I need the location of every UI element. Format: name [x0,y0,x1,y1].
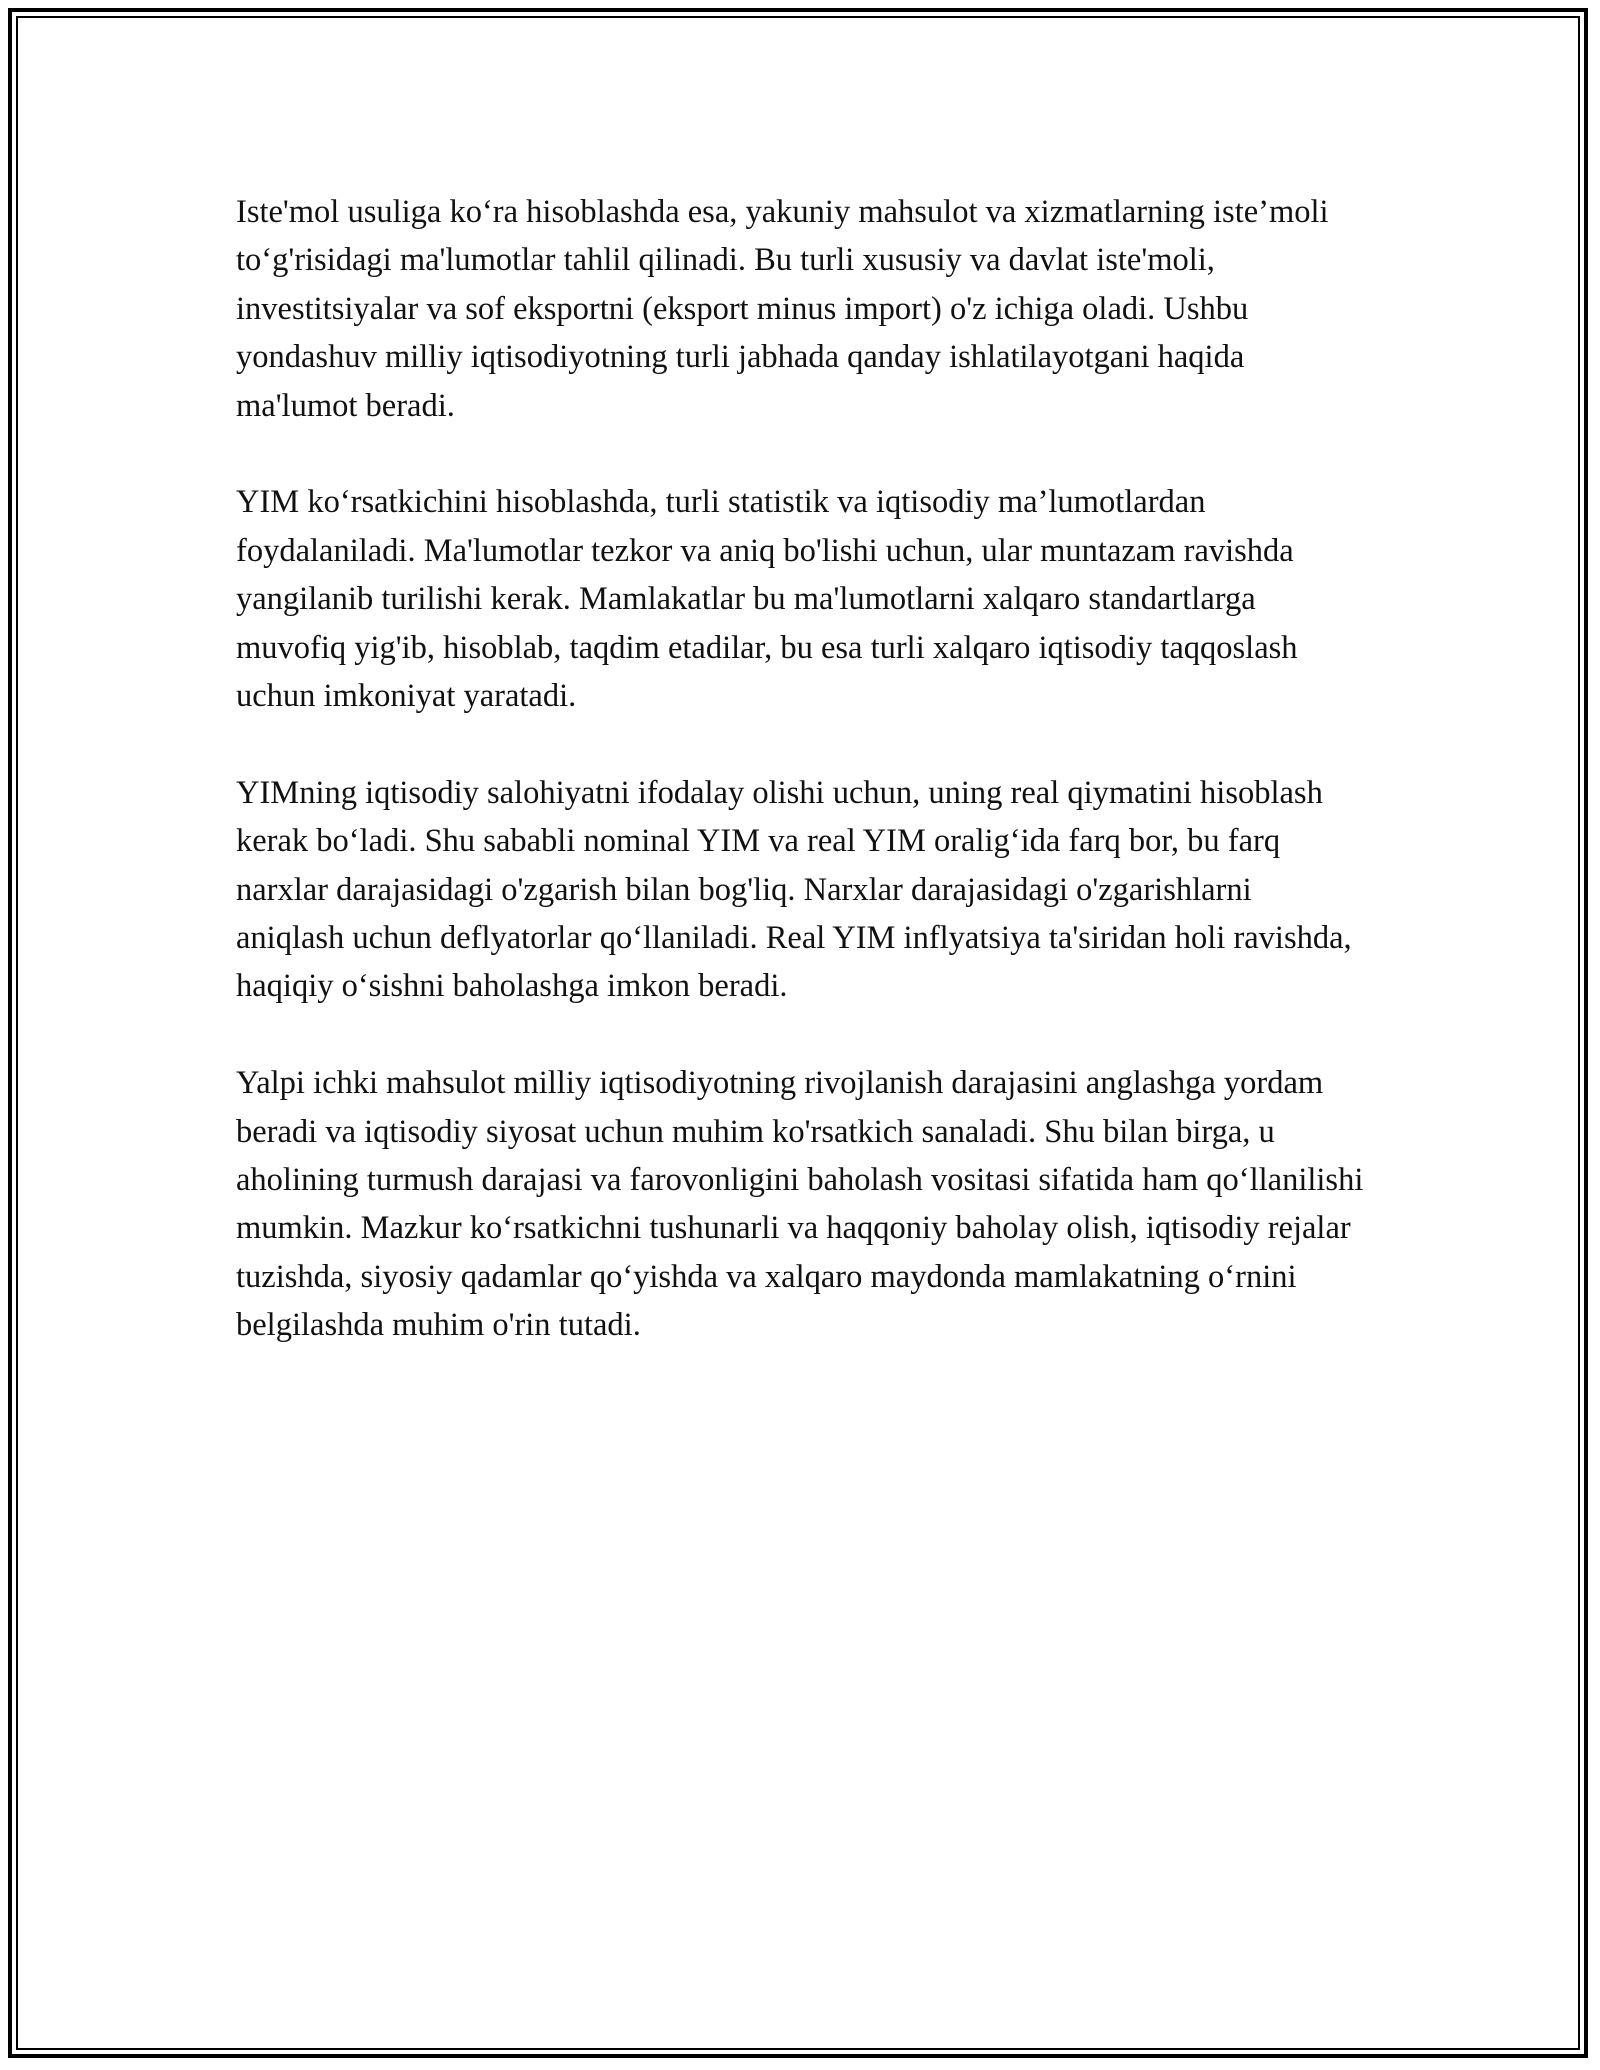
paragraph-1: Iste'mol usuliga ko‘ra hisoblashda esa, yakuniy mahsulot va xizmatlarning iste’moli to‘g'risidagi ma'lumotlar tahlil qilinadi. Bu turli xususiy va davlat iste'moli, investitsiyalar va sof eksportni (eksport minus import) o'z ichiga oladi. Ushbu yondashuv milliy iqtisodiyotning turli jabhada qanday ishlatilayotgani haqida ma'lumot beradi. [236,194,1329,424]
document-body [236,188,1366,1398]
paragraph-3: YIMning iqtisodiy salohiyatni ifodalay olishi uchun, uning real qiymatini hisoblash kerak bo‘ladi. Shu sababli nominal YIM va real YIM oralig‘ida farq bor, bu farq narxlar darajasidagi o'zgarish bilan bog'liq. Narxlar darajasidagi o'zgarishlarni aniqlash uchun deflyatorlar qo‘llaniladi. Real YIM inflyatsiya ta'siridan holi ravishda, haqiqiy o‘sishni baholashga imkon beradi. [236,774,1352,1005]
paragraph-4: Yalpi ichki mahsulot milliy iqtisodiyotning rivojlanish darajasini anglashga yordam beradi va iqtisodiy siyosat uchun muhim ko'rsatkich sanaladi. Shu bilan birga, u aholining turmush darajasi va farovonligini baholash vositasi sifatida ham qo‘llanilishi mumkin. Mazkur ko‘rsatkichni tushunarli va haqqoniy baholay olish, iqtisodiy rejalar tuzishda, siyosiy qadamlar qo‘yishda va xalqaro maydonda mamlakatning o‘rnini belgilashda muhim o'rin tutadi. [236,1065,1364,1344]
paragraph-2: YIM ko‘rsatkichini hisoblashda, turli statistik va iqtisodiy ma’lumotlardan foydalaniladi. Ma'lumotlar tezkor va aniq bo'lishi uchun, ular muntazam ravishda yangilanib turilishi kerak. Mamlakatlar bu ma'lumotlarni xalqaro standartlarga muvofiq yig'ib, hisoblab, taqdim etadilar, bu esa turli xalqaro iqtisodiy taqqoslash uchun imkoniyat yaratadi. [236,484,1298,715]
